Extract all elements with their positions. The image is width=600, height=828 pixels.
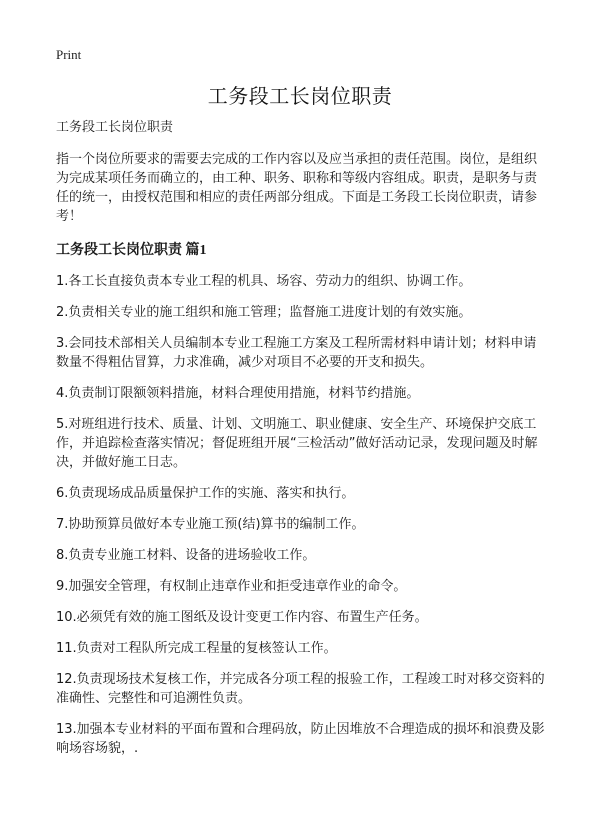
- duty-item-11: 11.负责对工程队所完成工程量的复核签认工作。: [56, 641, 337, 656]
- page-title: 工务段工长岗位职责: [207, 84, 393, 108]
- subtitle: 工务段工长岗位职责: [56, 120, 174, 135]
- document-body: [56, 118, 548, 770]
- intro-paragraph: 指一个岗位所要求的需要去完成的工作内容以及应当承担的责任范围。岗位，是组织为完成某项任务而确立的，由工种、职务、职称和等级内容组成。职责，是职务与责任的统一，由授权范围和相应的责任两部分组成。下面是工务段工长岗位职责，请参考！: [56, 152, 538, 224]
- duty-item-1: 1.各工长直接负责本专业工程的机具、场容、劳动力的组织、协调工作。: [56, 274, 472, 289]
- duty-item-10: 10.必须凭有效的施工图纸及设计变更工作内容、布置生产任务。: [56, 610, 428, 625]
- duty-item-9: 9.加强安全管理，有权制止违章作业和拒受违章作业的命令。: [56, 579, 407, 594]
- duty-item-8: 8.负责专业施工材料、设备的进场验收工作。: [56, 548, 316, 563]
- duty-item-12: 12.负责现场技术复核工作，并完成各分项工程的报验工作，工程竣工时对移交资料的准确性、完整性和可追溯性负责。: [56, 672, 545, 706]
- print-label: Print: [56, 47, 82, 62]
- duty-item-13: 13.加强本专业材料的平面布置和合理码放，防止因堆放不合理造成的损坏和浪费及影响场容场貌，.: [56, 722, 545, 756]
- section-heading: 工务段工长岗位职责 篇1: [56, 243, 207, 258]
- duty-item-3: 3.会同技术部相关人员编制本专业工程施工方案及工程所需材料申请计划；材料申请数量不得粗估冒算，力求准确，减少对项目不必要的开支和损失。: [56, 336, 537, 370]
- duty-item-2: 2.负责相关专业的施工组织和施工管理；监督施工进度计划的有效实施。: [56, 305, 472, 320]
- duty-item-5: 5.对班组进行技术、质量、计划、文明施工、职业健康、安全生产、环境保护交底工作，并追踪检查落实情况；督促班组开展“三检活动”做好活动记录，发现问题及时解决，并做好施工日志。: [56, 417, 538, 470]
- duty-item-6: 6.负责现场成品质量保护工作的实施、落实和执行。: [56, 486, 355, 501]
- duty-item-4: 4.负责制订限额领料措施，材料合理使用措施，材料节约措施。: [56, 386, 420, 401]
- duty-item-7: 7.协助预算员做好本专业施工预(结)算书的编制工作。: [56, 517, 365, 532]
